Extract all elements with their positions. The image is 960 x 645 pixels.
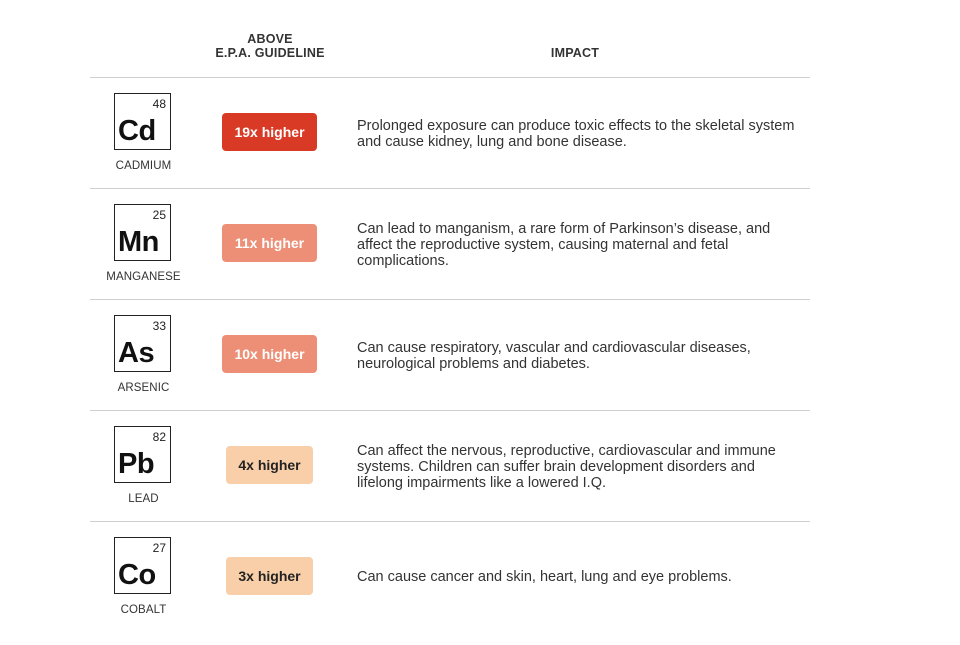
element-symbol: Cd — [118, 115, 156, 147]
table-row-arsenic — [90, 300, 810, 411]
impact-text: Can affect the nervous, reproductive, cardiovascular and immune systems. Children can suffer brain development disorders and lifelong impairments like a lowered I.Q. — [357, 443, 776, 491]
element-name: CADMIUM — [115, 160, 172, 172]
atomic-number: 33 — [152, 319, 166, 333]
element-symbol: Mn — [118, 226, 159, 258]
header-above-line1: ABOVE — [247, 32, 293, 46]
element-name: LEAD — [128, 493, 159, 505]
element-name: COBALT — [120, 604, 167, 616]
element-name: MANGANESE — [106, 271, 181, 283]
table-row-lead — [90, 411, 810, 522]
guideline-badge: 3x higher — [226, 557, 313, 595]
impact-text: Prolonged exposure can produce toxic effects to the skeletal system and cause kidney, lung and bone disease. — [357, 118, 795, 150]
guideline-badge: 4x higher — [226, 446, 313, 484]
atomic-number: 48 — [152, 97, 166, 111]
element-tile — [114, 537, 171, 594]
element-tile — [114, 93, 171, 150]
table-row-cobalt — [90, 522, 810, 632]
element-name: ARSENIC — [117, 382, 170, 394]
header-above-guideline — [215, 33, 325, 60]
element-tile — [114, 426, 171, 483]
element-symbol: Pb — [118, 448, 155, 480]
impact-text: Can cause cancer and skin, heart, lung and eye problems. — [357, 569, 732, 585]
impact-text: Can cause respiratory, vascular and cardiovascular diseases, neurological problems and diabetes. — [357, 340, 751, 372]
element-tile — [114, 315, 171, 372]
header-above-line2: E.P.A. GUIDELINE — [215, 45, 325, 60]
metals-table — [90, 0, 810, 632]
guideline-badge: 11x higher — [222, 224, 317, 262]
element-symbol: Co — [118, 559, 156, 591]
atomic-number: 27 — [152, 541, 166, 555]
header-impact: IMPACT — [550, 46, 600, 60]
atomic-number: 25 — [152, 208, 166, 222]
table-header — [90, 0, 810, 78]
table-row-manganese — [90, 189, 810, 300]
guideline-badge: 10x higher — [222, 335, 317, 373]
atomic-number: 82 — [152, 430, 166, 444]
element-tile — [114, 204, 171, 261]
guideline-badge: 19x higher — [222, 113, 317, 151]
impact-text: Can lead to manganism, a rare form of Parkinson’s disease, and affect the reproductive system, causing maternal and fetal complications. — [357, 221, 771, 269]
element-symbol: As — [118, 337, 155, 369]
table-row-cadmium — [90, 78, 810, 189]
